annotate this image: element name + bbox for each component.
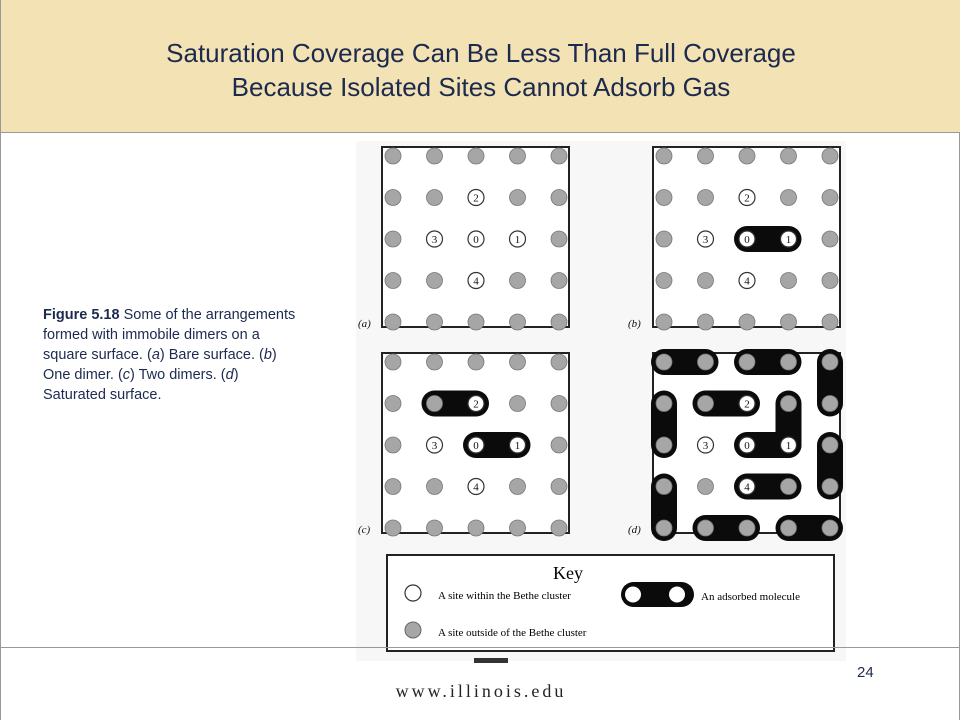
outside-site	[739, 148, 755, 164]
site-number: 3	[431, 234, 438, 246]
site-number: 0	[744, 440, 750, 452]
outside-site	[427, 190, 443, 206]
site-number: 1	[785, 234, 792, 246]
outside-site	[551, 148, 567, 164]
outside-site	[510, 148, 526, 164]
site-number: 4	[744, 275, 750, 288]
outside-site	[468, 354, 484, 370]
outside-site	[510, 314, 526, 330]
outside-site	[822, 520, 838, 536]
outside-site	[385, 437, 401, 453]
outside-site	[822, 354, 838, 370]
site-number: 1	[514, 440, 521, 452]
outside-site	[822, 479, 838, 495]
caption-italic: b	[263, 347, 272, 363]
outside-site	[551, 231, 567, 247]
key-title: Key	[553, 563, 583, 583]
key-gray-site-label: A site outside of the Bethe cluster	[438, 627, 587, 639]
adsorbed-molecule-icon	[621, 582, 694, 607]
lattice-panel	[358, 147, 569, 330]
outside-site	[822, 314, 838, 330]
outside-site	[427, 148, 443, 164]
site-number: 2	[744, 398, 750, 411]
outside-site	[510, 520, 526, 536]
caption-text: ) Bare surface. (	[159, 347, 264, 363]
outside-site	[822, 231, 838, 247]
outside-site	[510, 190, 526, 206]
panel-label: (a)	[358, 318, 371, 330]
outside-site	[551, 273, 567, 289]
footer-url: www.illinois.edu	[395, 681, 567, 701]
outside-site	[468, 314, 484, 330]
title-line-1: Saturation Coverage Can Be Less Than Full Coverage	[166, 38, 796, 68]
open-site-icon	[405, 585, 421, 601]
outside-site	[551, 479, 567, 495]
outside-site	[698, 396, 714, 412]
outside-site	[385, 148, 401, 164]
title-line-2: Because Isolated Sites Cannot Adsorb Gas	[231, 72, 731, 102]
outside-site	[551, 190, 567, 206]
figure-caption	[43, 305, 305, 405]
panel-label: (b)	[628, 318, 641, 330]
outside-site	[698, 148, 714, 164]
outside-site	[510, 479, 526, 495]
site-number: 0	[473, 234, 479, 246]
outside-site	[551, 396, 567, 412]
site-number: 1	[785, 440, 792, 452]
outside-site	[385, 190, 401, 206]
outside-site	[656, 273, 672, 289]
key-open-site-label: A site within the Bethe cluster	[438, 590, 571, 602]
outside-site	[427, 396, 443, 412]
outside-site	[385, 231, 401, 247]
outside-site	[656, 437, 672, 453]
outside-site	[698, 479, 714, 495]
site-number: 3	[431, 440, 438, 452]
outside-site	[698, 314, 714, 330]
slide-title	[166, 28, 796, 104]
outside-site	[510, 396, 526, 412]
outside-site	[656, 354, 672, 370]
outside-site	[468, 148, 484, 164]
outside-site	[698, 354, 714, 370]
outside-site	[781, 354, 797, 370]
outside-site	[551, 437, 567, 453]
site-number: 4	[473, 275, 479, 288]
title-band	[1, 0, 960, 133]
outside-site	[822, 148, 838, 164]
footer-divider	[1, 647, 960, 648]
outside-site	[656, 190, 672, 206]
outside-site	[656, 314, 672, 330]
outside-site	[739, 354, 755, 370]
outside-site	[551, 354, 567, 370]
key-molecule-label: An adsorbed molecule	[701, 591, 800, 603]
outside-site	[781, 273, 797, 289]
outside-site	[468, 520, 484, 536]
outside-site	[385, 273, 401, 289]
outside-site	[427, 520, 443, 536]
figure-5-18	[356, 141, 846, 661]
caption-italic: c	[122, 367, 131, 383]
outside-site	[510, 354, 526, 370]
figure-key	[387, 555, 834, 651]
caption-text: Some of the arrangements formed with immobile dimers on a square surface. (	[43, 307, 296, 363]
site-number: 4	[473, 481, 479, 494]
outside-site	[739, 314, 755, 330]
outside-site	[385, 520, 401, 536]
outside-site	[385, 396, 401, 412]
outside-site	[551, 314, 567, 330]
panel-label: (c)	[358, 524, 371, 536]
outside-site	[427, 479, 443, 495]
outside-site	[656, 148, 672, 164]
outside-site	[822, 190, 838, 206]
page-number: 24	[857, 664, 874, 681]
caption-italic: d	[225, 367, 234, 383]
caption-italic: a	[151, 347, 160, 363]
outside-site	[656, 231, 672, 247]
outside-site	[781, 148, 797, 164]
site-number: 0	[473, 440, 479, 452]
outside-site	[781, 190, 797, 206]
outside-site	[656, 396, 672, 412]
outside-site	[822, 273, 838, 289]
lattice-panel	[358, 353, 569, 536]
outside-site	[698, 520, 714, 536]
outside-site	[781, 520, 797, 536]
outside-site	[427, 354, 443, 370]
outside-site	[698, 273, 714, 289]
site-number: 0	[744, 234, 750, 246]
outside-site	[427, 273, 443, 289]
site-number: 1	[514, 234, 521, 246]
outside-site	[739, 520, 755, 536]
outside-site	[781, 396, 797, 412]
site-number: 3	[702, 234, 709, 246]
caption-text: ) Saturated surface.	[43, 367, 239, 403]
site-number: 2	[473, 192, 479, 205]
outside-site	[781, 314, 797, 330]
outside-site	[656, 479, 672, 495]
caption-text: ) Two dimers. (	[130, 367, 226, 383]
outside-site	[385, 479, 401, 495]
lattice-panel	[628, 147, 840, 330]
outside-site	[551, 520, 567, 536]
caption-text: ) One dimer. (	[43, 347, 277, 383]
outside-site	[822, 396, 838, 412]
lattice-panel	[628, 349, 843, 541]
outside-site	[781, 479, 797, 495]
gray-site-icon	[405, 622, 421, 638]
outside-site	[698, 190, 714, 206]
outside-site	[385, 314, 401, 330]
outside-site	[510, 273, 526, 289]
outside-site	[427, 314, 443, 330]
caption-label: Figure 5.18	[43, 307, 120, 323]
site-number: 2	[473, 398, 479, 411]
site-number: 2	[744, 192, 750, 205]
site-number: 3	[702, 440, 709, 452]
outside-site	[385, 354, 401, 370]
outside-site	[656, 520, 672, 536]
outside-site	[822, 437, 838, 453]
site-number: 4	[744, 481, 750, 494]
illinois-logo-mark	[474, 658, 508, 664]
panel-label: (d)	[628, 524, 641, 536]
